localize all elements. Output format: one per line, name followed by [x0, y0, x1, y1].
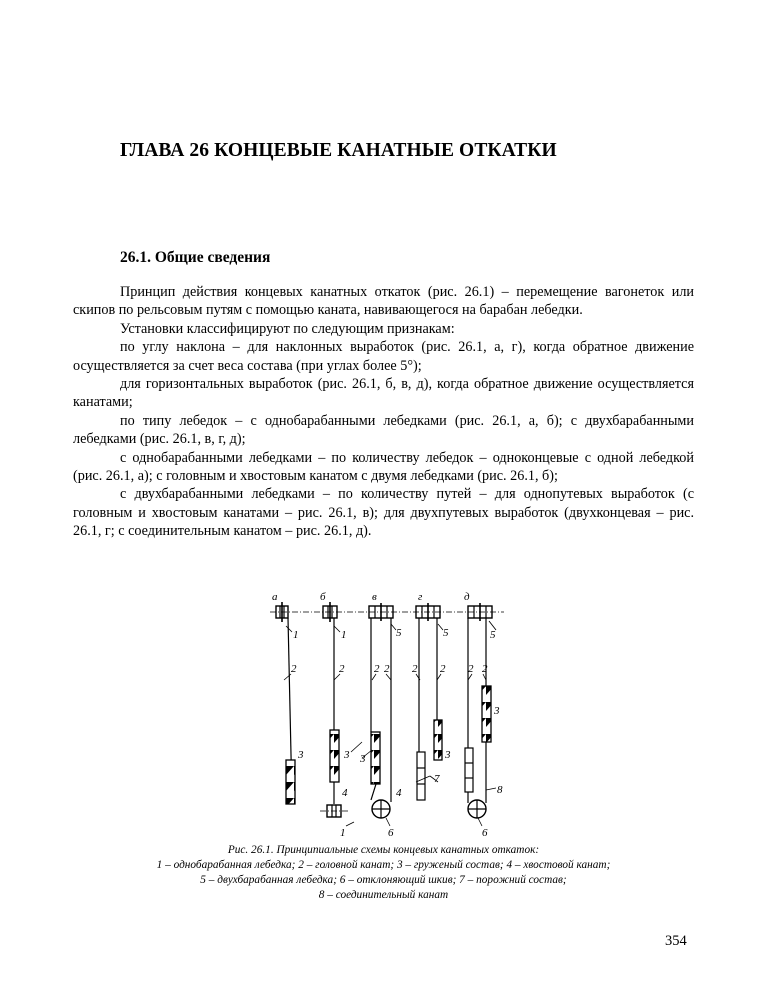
label-7: 7: [434, 773, 440, 785]
scheme-letter-g: г: [418, 591, 423, 603]
scheme-letter-v: в: [372, 591, 377, 603]
label-1: 1: [293, 629, 299, 641]
label-2: 2: [374, 663, 380, 675]
label-4: 4: [396, 787, 402, 799]
scheme-g: [416, 603, 442, 800]
paragraph: Установки классифицируют по следующим признакам:: [120, 320, 455, 337]
label-1: 1: [340, 827, 346, 838]
caption-line: 8 – соединительный канат: [318, 889, 449, 901]
scheme-letter-b: б: [320, 591, 326, 603]
loaded-train: [330, 730, 339, 782]
caption-line: 5 – двухбарабанная лебедка; 6 – отклоняющий шкив; 7 – порожний состав;: [200, 874, 567, 886]
page-number: 354: [665, 933, 687, 949]
label-3: 3: [445, 749, 451, 761]
scheme-letter-d: д: [464, 591, 470, 603]
label-2: 2: [482, 663, 488, 675]
caption-line: Рис. 26.1. Принципиальные схемы концевых канатных откаток:: [227, 844, 540, 856]
paragraph: для горизонтальных выработок (рис. 26.1, б, в, д), когда обратное движение осуществляется канатами;: [73, 376, 694, 411]
body-text: [73, 283, 694, 541]
label-4: 4: [342, 787, 348, 799]
loaded-train: [434, 720, 442, 760]
label-3: 3: [494, 705, 500, 717]
label-8: 8: [497, 784, 503, 796]
caption-line: 1 – однобарабанная лебедка; 2 – головной канат; 3 – груженый состав; 4 – хвостовой канат;: [156, 859, 611, 871]
label-2: 2: [440, 663, 446, 675]
loaded-train: [286, 760, 295, 804]
label-6: 6: [482, 827, 488, 838]
label-5: 5: [396, 627, 402, 639]
paragraph: по типу лебедок – с однобарабанными лебедками (рис. 26.1, а, б); с двухбарабанными лебедками (рис. 26.1, в, г, д);: [73, 412, 694, 448]
haulage-schemes-figure: [254, 590, 524, 838]
scheme-letter-a: а: [272, 591, 278, 603]
chapter-title: ГЛАВА 26 КОНЦЕВЫЕ КАНАТНЫЕ ОТКАТКИ: [120, 140, 557, 161]
label-2: 2: [339, 663, 345, 675]
label-3: 3: [298, 749, 304, 761]
paragraph: с двухбарабанными лебедками – по количеству путей – для однопутевых выработок (с головным и хвостовым канатами – рис. 26.1, в); для двухпутевых выработок (двухконцевая – рис. 26.1, г; с соединительным канатом – рис. 26.1, д).: [73, 486, 694, 540]
label-2: 2: [291, 663, 297, 675]
scheme-v: [369, 603, 393, 818]
empty-train: [465, 748, 473, 792]
label-2: 2: [384, 663, 390, 675]
loaded-train: [371, 732, 380, 784]
label-3: 3: [344, 749, 350, 761]
label-6: 6: [388, 827, 394, 838]
loaded-train: [482, 686, 491, 742]
label-1: 1: [341, 629, 347, 641]
label-2: 2: [412, 663, 418, 675]
paragraph: Принцип действия концевых канатных откаток (рис. 26.1) – перемещение вагонеток или скипов по рельсовым путям с помощью каната, навивающегося на барабан лебедки.: [73, 284, 694, 319]
paragraph: с однобарабанными лебедками – по количеству лебедок – одноконцевые с одной лебедкой (рис. 26.1, а); с головным и хвостовым канатом с двумя лебедками (рис. 26.1, б);: [73, 449, 694, 485]
label-2: 2: [468, 663, 474, 675]
label-5: 5: [443, 627, 449, 639]
label-5: 5: [490, 629, 496, 641]
section-title: 26.1. Общие сведения: [120, 249, 271, 266]
empty-train: [417, 752, 425, 800]
label-3: 3: [360, 753, 366, 765]
paragraph: по углу наклона – для наклонных выработок (рис. 26.1, а, г), когда обратное движение осуществляется за счет веса состава (при углах более 5°);: [73, 339, 694, 374]
figure-caption: [73, 843, 694, 903]
